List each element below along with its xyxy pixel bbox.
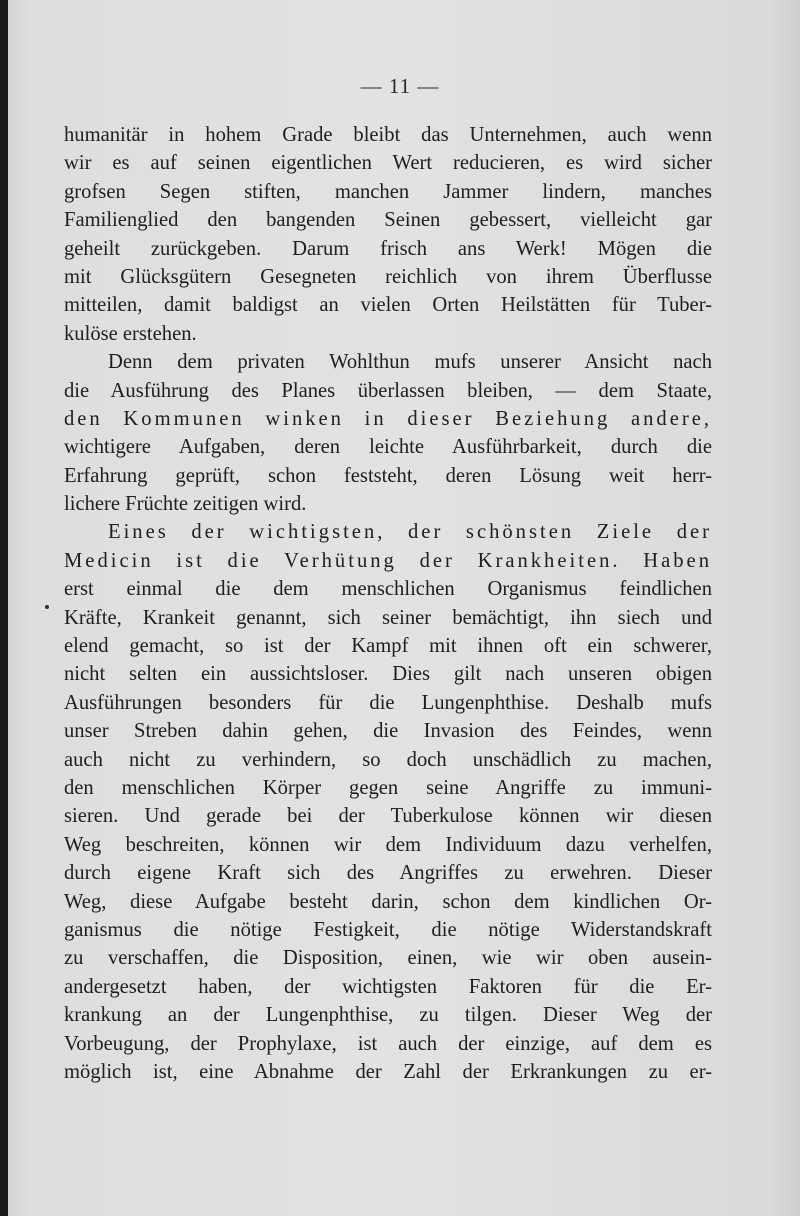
text-line: andergesetzt haben, der wichtigsten Faktoren für die Er- [64, 975, 712, 998]
text-line: mit Glücksgütern Gesegneten reichlich von ihrem Überflusse [64, 265, 712, 288]
text-line: auch nicht zu verhindern, so doch unschädlich zu machen, [64, 748, 712, 771]
text-line: ganismus die nötige Festigkeit, die nötige Widerstandskraft [64, 918, 712, 941]
ink-speck [45, 605, 49, 609]
scan-edge [0, 0, 8, 1216]
paragraph-start-line: Eines der wichtigsten, der schönsten Ziele der [108, 521, 712, 544]
spaced-text-line: Medicin ist die Verhütung der Krankheiten. Haben [64, 549, 712, 572]
text-line: Vorbeugung, der Prophylaxe, ist auch der einzige, auf dem es [64, 1032, 712, 1055]
text-line: Weg, diese Aufgabe besteht darin, schon dem kindlichen Or- [64, 890, 712, 913]
page-number: — 11 — [360, 74, 440, 98]
text-line: wichtigere Aufgaben, deren leichte Ausführbarkeit, durch die [64, 436, 712, 459]
text-line: wir es auf seinen eigentlichen Wert reducieren, es wird sicher [64, 152, 712, 175]
body-text [64, 121, 712, 1086]
text-line: sieren. Und gerade bei der Tuberkulose können wir diesen [64, 805, 712, 828]
text-line: möglich ist, eine Abnahme der Zahl der Erkrankungen zu er- [64, 1060, 712, 1083]
text-line: die Ausführung des Planes überlassen bleiben, — dem Staate, [64, 379, 712, 402]
text-line: Ausführungen besonders für die Lungenphthise. Deshalb mufs [64, 691, 712, 714]
text-line: elend gemacht, so ist der Kampf mit ihnen oft ein schwerer, [64, 635, 712, 658]
text-line: Erfahrung geprüft, schon feststeht, deren Lösung weit herr- [64, 464, 712, 487]
text-line: Weg beschreiten, können wir dem Individuum dazu verhelfen, [64, 833, 712, 856]
text-line: den menschlichen Körper gegen seine Angriffe zu immuni- [64, 776, 712, 799]
text-line: geheilt zurückgeben. Darum frisch ans Werk! Mögen die [64, 237, 712, 260]
text-line: humanitär in hohem Grade bleibt das Unternehmen, auch wenn [64, 124, 712, 146]
text-line: Familienglied den bangenden Seinen gebessert, vielleicht gar [64, 209, 712, 232]
paragraph-end-line: lichere Früchte zeitigen wird. [64, 493, 307, 516]
text-line: krankung an der Lungenphthise, zu tilgen. Dieser Weg der [64, 1004, 712, 1027]
text-line: mitteilen, damit baldigst an vielen Orten Heilstätten für Tuber- [64, 294, 712, 317]
text-line: nicht selten ein aussichtsloser. Dies gilt nach unseren obigen [64, 663, 712, 686]
paragraph-end-line: kulöse erstehen. [64, 322, 197, 345]
text-line: durch eigene Kraft sich des Angriffes zu erwehren. Dieser [64, 862, 712, 885]
text-line: erst einmal die dem menschlichen Organismus feindlichen [64, 578, 712, 601]
paragraph-start-line: Denn dem privaten Wohlthun mufs unserer Ansicht nach [108, 351, 712, 374]
text-line: grofsen Segen stiften, manchen Jammer lindern, manches [64, 180, 712, 203]
text-line: Kräfte, Krankeit genannt, sich seiner bemächtigt, ihn siech und [64, 606, 712, 629]
spaced-text-line: den Kommunen winken in dieser Beziehung andere, [64, 407, 712, 430]
text-line: zu verschaffen, die Disposition, einen, wie wir oben ausein- [64, 947, 712, 970]
text-line: unser Streben dahin gehen, die Invasion des Feindes, wenn [64, 720, 712, 743]
